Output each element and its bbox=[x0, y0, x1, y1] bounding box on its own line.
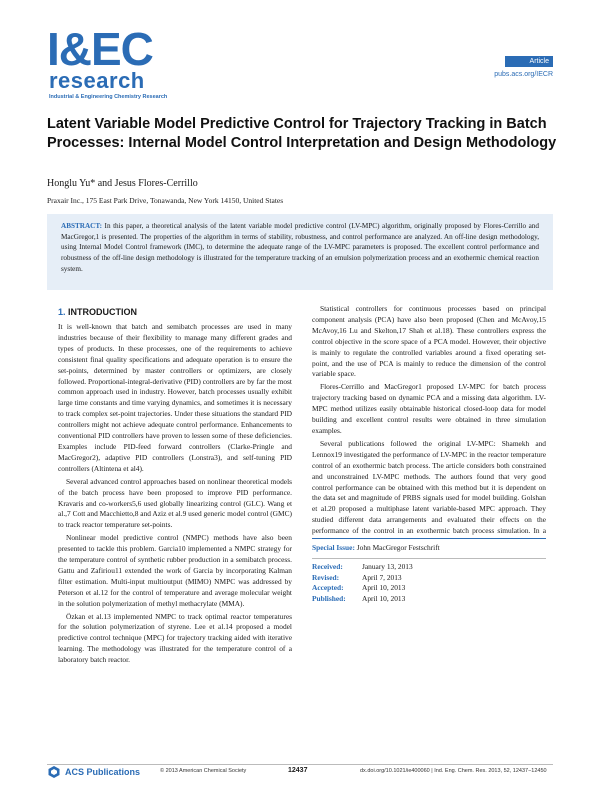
date-row bbox=[312, 594, 546, 605]
left-column bbox=[58, 322, 292, 752]
paper-title: Latent Variable Model Predictive Control for Trajectory Tracking in Batch Processes: Internal Model Control Interpretation and Design Methodology bbox=[47, 116, 557, 151]
special-issue-value: John MacGregor Festschrift bbox=[356, 543, 440, 552]
section-title: INTRODUCTION bbox=[68, 307, 138, 317]
journal-logo-subtitle: Industrial & Engineering Chemistry Research bbox=[49, 94, 168, 100]
paragraph: Statistical controllers for continuous processes based on principal component analysis (PCA) have also been proposed (Chen and McAvoy,15 McAvoy,16 Lu and Skelton,17 Shah et al.18). These controllers express the control objective in the score space of a PCA model. However, their objective is mainly to regulate the controlled variables around a fixed operating set-point, and the use of PCA is mainly to reduce the dimension of the control variable space. bbox=[312, 304, 546, 379]
journal-logo-research: research bbox=[49, 68, 145, 93]
abstract-box bbox=[47, 214, 553, 290]
date-value: January 13, 2013 bbox=[362, 562, 413, 571]
copyright: © 2013 American Chemical Society bbox=[160, 768, 247, 774]
date-row bbox=[312, 573, 546, 584]
right-column bbox=[312, 304, 546, 536]
special-issue-label: Special Issue: bbox=[312, 543, 355, 552]
date-value: April 10, 2013 bbox=[362, 593, 406, 603]
publication-dates bbox=[312, 558, 546, 604]
paragraph: Nonlinear model predictive control (NMPC) methods have also been presented to tackle this problem. Garcia10 implemented a NMPC strategy for the temperature control of synthetic rubber production in a semibatch process. Gattu and Zafiriou11 extended the work of Garcia by incorporating Kalman filter estimation. Multi-input multioutput (MIMO) NMPC was addressed by Peterson et al.12 for the control of temperature and average molecular weight in the solution polymerization of methyl methacrylate (MMA). bbox=[58, 533, 292, 608]
abstract-text: In this paper, a theoretical analysis of the latent variable model predictive control (LV-MPC) algorithm, originally proposed by Flores-Cerrillo and MacGregor,1 is presented. The properties of the algorithm in terms of stability, robustness, and control performance are analyzed. An off-line design methodology, using Internal Model Control framework (IMC), to determine the adequate range of the LV-MPC parameters is proposed. The excellent control performance and robustness of the off-line design methodology is illustrated for the temperature tracking of an emulsion polymerization process and an exothermic chemical reaction system. bbox=[61, 222, 539, 273]
date-row bbox=[312, 562, 546, 573]
abstract-label: ABSTRACT: bbox=[61, 222, 103, 230]
date-label: Received: bbox=[312, 562, 343, 571]
article-type-badge: Article bbox=[505, 56, 553, 67]
paragraph: Several publications followed the original LV-MPC: Shamekh and Lennox19 investigated the performance of LV-MPC in the reactor temperature control of an exothermic batch process. The article considers both constrained and unconstrained LV-MPC methods. The authors found that very good control performance can be obtained with this method but it is dependent on the data set and magnitude of PRBS signals used for model building. Golshan et al.20 proposed a multiphase latent variable-based MPC approach. They studied different data arrangements and evaluated their effects on the performance of the control in an exothermic batch process simulation. In a bbox=[312, 438, 546, 536]
acs-hexagon-icon bbox=[47, 765, 61, 779]
paragraph: Flores-Cerrillo and MacGregor1 proposed LV-MPC for batch process trajectory tracking based on dynamic PCA and a missing data algorithm. LV-MPC method utilizes easily obtainable historical closed-loop data for model building and excellent control results were obtained in three simulation examples. bbox=[312, 382, 546, 435]
paragraph: It is well-known that batch and semibatch processes are used in many industries because of their flexibility to manage many different grades and types of products. In these processes, one of the requirements to achieve consistent final quality specifications and adequate operation is to ensure the set-points, determined by master controllers or optimizers, are closely followed. Proportional-integral-derivative (PID) controllers are by far the most common approach used in industry. However, batch processes usually exhibit large time constants and time varying dynamics, and sometimes it is necessary to track complex set-point trajectories. Under these situations the standard PID controllers might not achieve adequate control performance. Enhancements to conventional PID controllers have proven to lessen some of these deficiencies. Examples include PID-feed forward controllers (Clarke-Pringle and MacGregor2), adaptive PID controllers (Lonstra3), and self-tuning PID controllers (Altintena et al4). bbox=[58, 322, 292, 473]
special-issue bbox=[312, 538, 546, 552]
date-label: Published: bbox=[312, 593, 346, 603]
date-label: Accepted: bbox=[312, 583, 344, 593]
publisher-name: ACS Publications bbox=[65, 767, 141, 777]
authors: Honglu Yu* and Jesus Flores-Cerrillo bbox=[47, 178, 198, 189]
date-value: April 10, 2013 bbox=[362, 583, 406, 593]
citation-doi-link[interactable]: dx.doi.org/10.1021/ie400060 | Ind. Eng. Chem. Res. 2013, 52, 12437−12450 bbox=[360, 768, 547, 774]
date-row bbox=[312, 583, 546, 594]
paragraph: Several advanced control approaches based on nonlinear theoretical models of the batch process have been proposed to improve PID performance. Kravaris and co-workers5,6 used globally linearizing control (GLC). Wang et al.,7 Cott and Macchietto,8 and Aziz et al.9 used generic model control (GMC) to track reactor temperature set-points. bbox=[58, 476, 292, 530]
acs-publications-logo[interactable] bbox=[47, 765, 140, 779]
paragraph: Özkan et al.13 implemented NMPC to track optimal reactor temperatures for the solution polymerization of styrene. Lee et al.14 proposed a model predictive control technique (MPC) for trajectory tracking aided with iterative learning. The methodology was illustrated for the temperature control of a laboratory batch reactor. bbox=[58, 611, 292, 665]
affiliation: Praxair Inc., 175 East Park Drive, Tonawanda, New York 14150, United States bbox=[47, 196, 284, 205]
page-number: 12437 bbox=[288, 767, 308, 774]
section-heading bbox=[58, 307, 137, 317]
section-number: 1. bbox=[58, 307, 66, 317]
date-label: Revised: bbox=[312, 572, 340, 582]
journal-url-link[interactable]: pubs.acs.org/IECR bbox=[494, 71, 553, 78]
date-value: April 7, 2013 bbox=[362, 572, 402, 582]
journal-logo-main: I&EC bbox=[47, 23, 153, 75]
